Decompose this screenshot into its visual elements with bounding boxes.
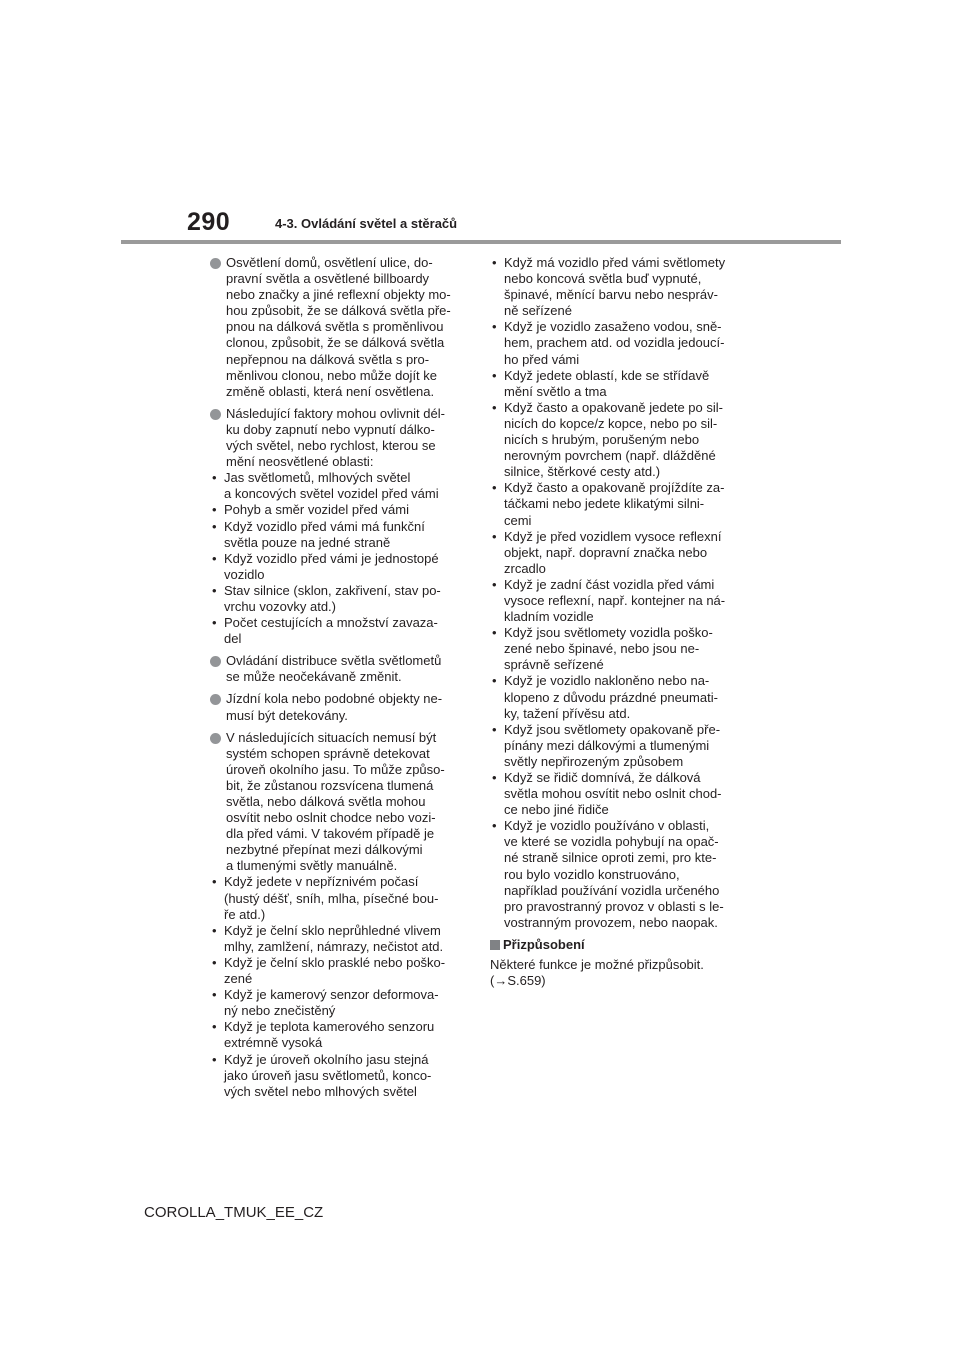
text-line: světla pouze na jedné straně <box>224 534 391 550</box>
text-line: mění světlo a tma <box>504 383 607 399</box>
text-line: vozidlo <box>224 566 265 582</box>
text-line: Když je kamerový senzor deformova- <box>224 987 439 1003</box>
text-line: vrchu vozovky atd.) <box>224 598 336 614</box>
list-item <box>210 1052 470 1100</box>
page-number: 290 <box>187 208 231 236</box>
text-line: světla mohou osvítit nebo oslnit chod- <box>504 786 722 802</box>
dot-bullet-icon: • <box>492 770 497 785</box>
text-line: dla před vámi. V takovém případě je <box>226 826 435 842</box>
paragraph-4 <box>210 691 470 723</box>
paragraph-2-text <box>226 406 470 470</box>
text-line: Následující faktory mohou ovlivnit dél- <box>226 405 445 421</box>
text-line: nebo koncová světla buď vypnuté, <box>504 271 702 287</box>
text-line: pnou na dálková světla s proměnlivou <box>226 319 444 335</box>
paragraph-2 <box>210 406 470 470</box>
text-line: Když je zadní část vozidla před vámi <box>504 576 715 592</box>
text-line: musí být detekovány. <box>226 707 348 723</box>
text-line: Když jedete v nepříznivém počasí <box>224 874 419 890</box>
list-item <box>210 519 470 551</box>
text-line: mlhy, zamlžení, námrazy, nečistot atd. <box>224 938 444 954</box>
header-rule <box>121 240 841 244</box>
text-line: a tlumenými světly manuálně. <box>226 858 398 874</box>
dot-bullet-icon: • <box>212 1019 217 1035</box>
text-line: clonou, způsobit, že se dálková světla <box>226 335 445 351</box>
dot-bullet-icon: • <box>212 550 217 566</box>
list-item <box>210 923 470 955</box>
text-line: nezbytné přepínat mezi dálkovými <box>226 842 423 858</box>
text-line: například používání vozidla určeného <box>504 882 720 898</box>
text-line: cemi <box>504 512 532 528</box>
paragraph-3-text <box>226 653 470 685</box>
dot-bullet-icon: • <box>212 954 217 970</box>
text-line: nebo značky a jiné reflexní objekty mo- <box>226 287 451 303</box>
text-line: Jas světlometů, mlhových světel <box>224 470 411 486</box>
text-line: hou způsobit, že se dálková světla pře- <box>226 303 451 319</box>
text-line: nepřepnou na dálková světla s pro- <box>226 351 430 367</box>
text-line: ku doby zapnutí nebo vypnutí dálko- <box>226 421 435 437</box>
text-line: světla, nebo dálková světla mohou <box>226 794 426 809</box>
text-line: pravní světla a osvětlené billboardy <box>226 271 430 287</box>
list-item <box>490 529 760 577</box>
dot-bullet-icon: • <box>212 987 217 1003</box>
text-line: nicích s hrubým, porušeným nebo <box>504 432 700 448</box>
text-line: Když jsou světlomety vozidla poško- <box>504 625 713 641</box>
text-line: táčkami nebo jedete klikatými silni- <box>504 496 705 512</box>
text-line: Ovládání distribuce světla světlometů <box>226 653 442 669</box>
right-column <box>490 255 760 989</box>
text-line: nicích do kopce/z kopce, nebo po sil- <box>504 415 718 431</box>
text-line: Když vozidlo před vámi má funkční <box>224 518 425 534</box>
text-line: se může neočekávaně změnit. <box>226 669 402 685</box>
dot-bullet-icon: • <box>212 470 217 486</box>
list-item <box>490 368 760 400</box>
dot-bullet-icon: • <box>492 255 497 270</box>
text-line: Když je teplota kamerového senzoru <box>224 1019 435 1035</box>
text-line: Když je úroveň okolního jasu stejná <box>224 1051 429 1067</box>
text-line: mění neosvětlené oblasti: <box>226 454 374 470</box>
text-line: vých světel, nebo rychlost, kterou se <box>226 438 436 454</box>
list-item <box>490 255 760 319</box>
text-line: Když je vozidlo nakloněno nebo na- <box>504 673 710 689</box>
circle-bullet-icon <box>210 733 221 744</box>
dot-bullet-icon: • <box>492 576 497 592</box>
paragraph-4-text <box>226 691 470 723</box>
dot-bullet-icon: • <box>212 502 217 518</box>
text-line: ky, tažení přívěsu atd. <box>504 705 631 721</box>
dot-bullet-icon: • <box>212 582 217 598</box>
text-line: Jízdní kola nebo podobné objekty ne- <box>226 691 443 707</box>
text-line: zené <box>224 971 253 987</box>
text-line: ho před vámi <box>504 351 580 367</box>
situation-list-continued <box>490 255 760 931</box>
text-line: né straně silnice oproti zemi, pro kte- <box>504 850 717 866</box>
section-title: 4-3. Ovládání světel a stěračů <box>275 216 458 231</box>
text-line: vých světel nebo mlhových světel <box>224 1083 417 1099</box>
text-line: špinavé, měnící barvu nebo nespráv- <box>504 287 718 303</box>
text-line: ně seřízené <box>504 303 572 319</box>
dot-bullet-icon: • <box>212 874 217 890</box>
text-line: jako úroveň jasu světlometů, konco- <box>224 1067 432 1083</box>
text-line: nerovným povrchem (např. dlážděné <box>504 448 716 464</box>
text-line: Některé funkce je možné přizpůsobit. <box>490 957 704 973</box>
list-item <box>490 480 760 528</box>
text-line: měnlivou clonou, nebo může dojít ke <box>226 367 438 383</box>
dot-bullet-icon: • <box>492 818 497 834</box>
list-item <box>490 673 760 721</box>
customization-heading-text: Přizpůsobení <box>503 936 585 952</box>
text-line: extrémně vysoká <box>224 1035 323 1051</box>
dot-bullet-icon: • <box>492 721 497 737</box>
text-line: silnice, štěrkové cesty atd.) <box>504 464 661 480</box>
text-line: Když je vozidlo zasaženo vodou, sně- <box>504 319 722 335</box>
circle-bullet-icon <box>210 694 221 705</box>
text-line: správně seřízené <box>504 657 604 673</box>
text-line: Když je vozidlo používáno v oblasti, <box>504 818 710 834</box>
paragraph-1-text <box>226 255 470 400</box>
circle-bullet-icon <box>210 409 221 420</box>
left-column <box>210 255 470 1106</box>
list-item <box>490 319 760 367</box>
paragraph-5 <box>210 730 470 875</box>
list-item <box>490 770 760 818</box>
list-item <box>490 818 760 931</box>
list-item <box>490 625 760 673</box>
text-line: zené nebo špinavé, nebo jsou ne- <box>504 641 700 657</box>
paragraph-1 <box>210 255 470 400</box>
text-line: Když je čelní sklo prasklé nebo poško- <box>224 954 446 970</box>
text-line: úroveň okolního jasu. To může způso- <box>226 761 445 777</box>
text-line: V následujících situacích nemusí být <box>226 729 437 745</box>
text-line: bit, že zůstanou rozsvícena tlumená <box>226 777 434 793</box>
text-line: Stav silnice (sklon, zakřivení, stav po- <box>224 582 441 598</box>
text-line: Když má vozidlo před vámi světlomety <box>504 255 726 270</box>
dot-bullet-icon: • <box>492 673 497 689</box>
dot-bullet-icon: • <box>492 367 497 383</box>
text-line: Počet cestujících a množství zavaza- <box>224 615 438 631</box>
footer-doc-id: COROLLA_TMUK_EE_CZ <box>144 1204 324 1221</box>
text-line: Když je před vozidlem vysoce reflexní <box>504 528 722 544</box>
dot-bullet-icon: • <box>492 399 497 415</box>
text-line: systém schopen správně detekovat <box>226 745 430 761</box>
dot-bullet-icon: • <box>492 625 497 641</box>
list-item <box>210 955 470 987</box>
list-item <box>210 1019 470 1051</box>
square-bullet-icon <box>490 940 500 950</box>
list-item <box>210 502 470 518</box>
list-item <box>210 874 470 922</box>
text-line: (→S.659) <box>490 973 546 989</box>
dot-bullet-icon: • <box>212 518 217 534</box>
text-line: pro pravostranný provoz v oblasti s le- <box>504 898 724 914</box>
text-line: Když vozidlo před vámi je jednostopé <box>224 550 439 566</box>
list-item <box>490 400 760 480</box>
text-line: ře atd.) <box>224 906 266 922</box>
circle-bullet-icon <box>210 656 221 667</box>
list-item <box>490 722 760 770</box>
list-item <box>210 987 470 1019</box>
text-line: hem, prachem atd. od vozidla jedoucí- <box>504 335 725 351</box>
text-line: změně oblasti, která není osvětlena. <box>226 383 435 399</box>
text-line: ný nebo znečistěný <box>224 1003 336 1019</box>
text-line: zrcadlo <box>504 560 546 576</box>
text-line: Když často a opakovaně jedete po sil- <box>504 399 723 415</box>
dot-bullet-icon: • <box>492 319 497 335</box>
dot-bullet-icon: • <box>492 480 497 496</box>
dot-bullet-icon: • <box>212 922 217 938</box>
paragraph-5-text <box>226 730 470 875</box>
dot-bullet-icon: • <box>212 1051 217 1067</box>
text-line: Když jsou světlomety opakovaně pře- <box>504 721 721 737</box>
text-line: vostranným provozem, nebo naopak. <box>504 914 718 930</box>
text-line: ve které se vozidla pohybují na opač- <box>504 834 719 850</box>
text-line: Když je čelní sklo neprůhledné vlivem <box>224 922 441 938</box>
customization-heading <box>490 937 760 953</box>
text-line: klopeno z důvodu prázdné pneumati- <box>504 689 718 705</box>
list-item <box>210 615 470 647</box>
dot-bullet-icon: • <box>492 528 497 544</box>
text-line: (hustý déšť, sníh, mlha, písečné bou- <box>224 890 439 906</box>
text-line: kladním vozidle <box>504 609 594 625</box>
dot-bullet-icon: • <box>212 615 217 631</box>
text-line: a koncových světel vozidel před vámi <box>224 486 439 502</box>
text-line: pínány mezi dálkovými a tlumenými <box>504 737 710 753</box>
text-line: Pohyb a směr vozidel před vámi <box>224 502 409 518</box>
text-line: Osvětlení domů, osvětlení ulice, do- <box>226 255 433 270</box>
situation-list <box>210 874 470 1099</box>
text-line: osvítit nebo oslnit chodce nebo vozi- <box>226 810 436 826</box>
text-line: rou bylo vozidlo konstruováno, <box>504 866 680 882</box>
list-item <box>210 551 470 583</box>
text-line: ce nebo jiné řidiče <box>504 802 609 818</box>
customization-text <box>490 957 760 989</box>
list-item <box>210 470 470 502</box>
list-item <box>490 577 760 625</box>
paragraph-3 <box>210 653 470 685</box>
text-line: Když se řidič domnívá, že dálková <box>504 770 701 785</box>
text-line: Když jedete oblastí, kde se střídavě <box>504 367 710 383</box>
text-line: del <box>224 631 242 647</box>
list-item <box>210 583 470 615</box>
factor-list <box>210 470 470 647</box>
circle-bullet-icon <box>210 258 221 269</box>
text-line: Když často a opakovaně projíždíte za- <box>504 480 725 496</box>
text-line: světly nepřirozeným způsobem <box>504 753 684 769</box>
text-line: vysoce reflexní, např. kontejner na ná- <box>504 592 726 608</box>
text-line: objekt, např. dopravní značka nebo <box>504 544 708 560</box>
